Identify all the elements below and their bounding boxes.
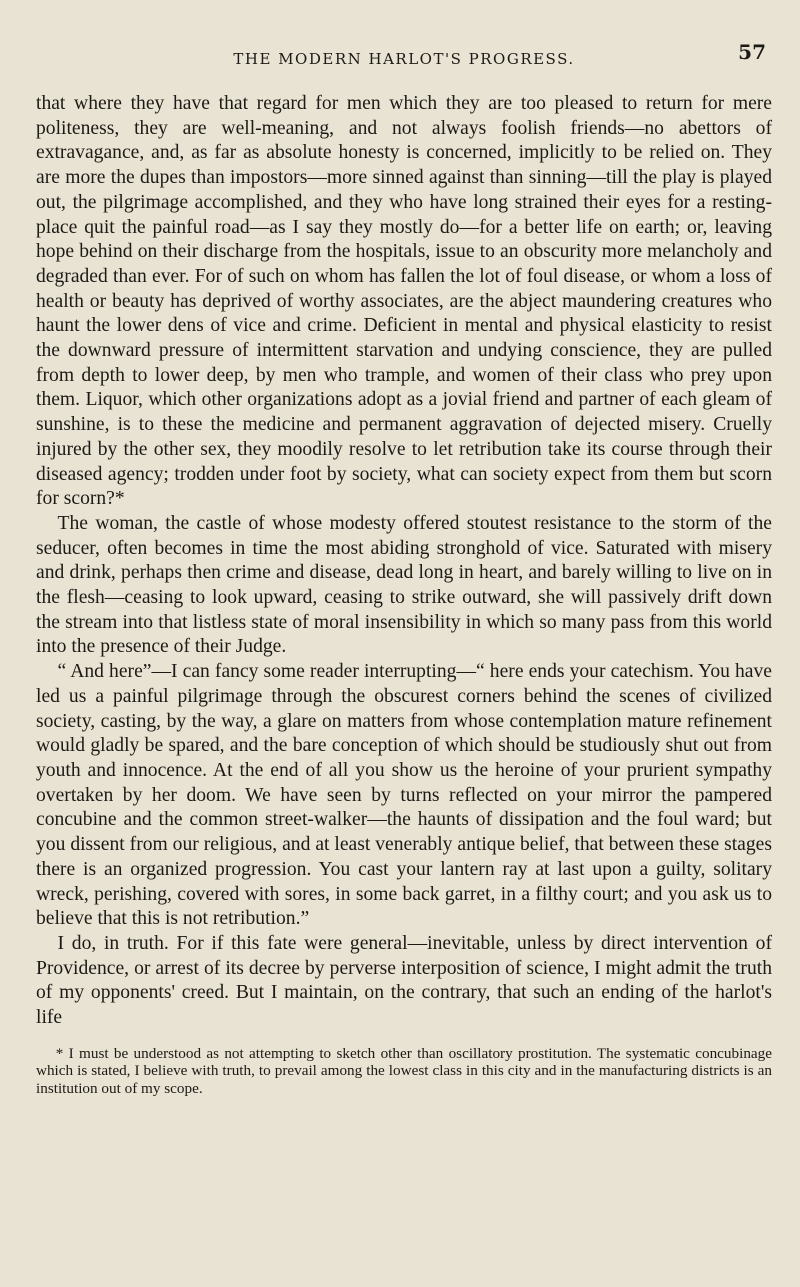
body-text <box>36 92 772 1031</box>
paragraph: that where they have that regard for men which they are too pleased to return for mere politeness, they are well-meaning, and not always foolish friends—no abettors of extravagance, and, as far as absolute honesty is concerned, implicitly to be relied on. They are more the dupes than impostors—more sinned against than sinning—till the play is played out, the pilgrimage accomplished, and they who have long strained their eyes for a resting-place quit the painful road—as I say they mostly do—for a better life on earth; or, leaving hope behind on their discharge from the hospitals, issue to an obscurity more melancholy and degraded than ever. For of such on whom has fallen the lot of foul disease, or whom a loss of health or beauty has deprived of worthy associates, are the abject maundering creatures who haunt the lower dens of vice and crime. Deficient in mental and physical elasticity to resist the downward pressure of intermittent starvation and undying conscience, they are pulled from depth to lower deep, by men who trample, and women of their class who prey upon them. Liquor, which other organizations adopt as a jovial friend and partner of each gleam of sunshine, is to these the medicine and permanent aggravation of dejected misery. Cruelly injured by the other sex, they moodily resolve to let retribution take its course through their diseased agency; trodden under foot by society, what can society expect from them but scorn for scorn?* <box>36 93 772 510</box>
footnote <box>36 1045 772 1098</box>
paragraph: “ And here”—I can fancy some reader interrupting—“ here ends your catechism. You have led us a painful pilgrimage through the obscurest corners behind the scenes of civilized society, casting, by the way, a glare on matters from whose contemplation mature refinement would gladly be spared, and the bare conception of which should be studiously shut out from youth and innocence. At the end of all you show us the heroine of your prurient sympathy overtaken by her doom. We have seen by turns reflected on your mirror the pampered concubine and the common street-walker—the haunts of dissipation and the foul ward; but you dissent from our religious, and at least venerably antique belief, that between these stages there is an organized progression. You cast your lantern ray at last upon a guilty, solitary wreck, perishing, covered with sores, in some back garret, in a filthy court; and you ask us to believe that this is not retribution.” <box>36 661 772 930</box>
page-header <box>36 40 772 70</box>
page-number: 57 <box>738 40 766 64</box>
paragraph: The woman, the castle of whose modesty offered stoutest resistance to the storm of the seducer, often becomes in time the most abiding stronghold of vice. Saturated with misery and drink, perhaps then crime and disease, dead long in heart, and barely willing to live on in the flesh—ceasing to look upward, ceasing to strike outward, she will passively drift down the stream into that listless state of moral insensibility in which so many pass from this world into the presence of their Judge. <box>36 512 772 658</box>
running-head: THE MODERN HARLOT'S PROGRESS. <box>233 50 575 68</box>
footnote-text: * I must be understood as not attempting to sketch other than oscillatory prostitution. The systematic concubinage which is stated, I believe with truth, to prevail among the lowest class in this city and in the manufacturing districts is an institution out of my scope. <box>36 1044 772 1097</box>
paragraph: I do, in truth. For if this fate were general—inevitable, unless by direct intervention of Providence, or arrest of its decree by perverse interposition of science, I might admit the truth of my opponents' creed. But I maintain, on the contrary, that such an ending of the harlot's life <box>36 932 772 1029</box>
